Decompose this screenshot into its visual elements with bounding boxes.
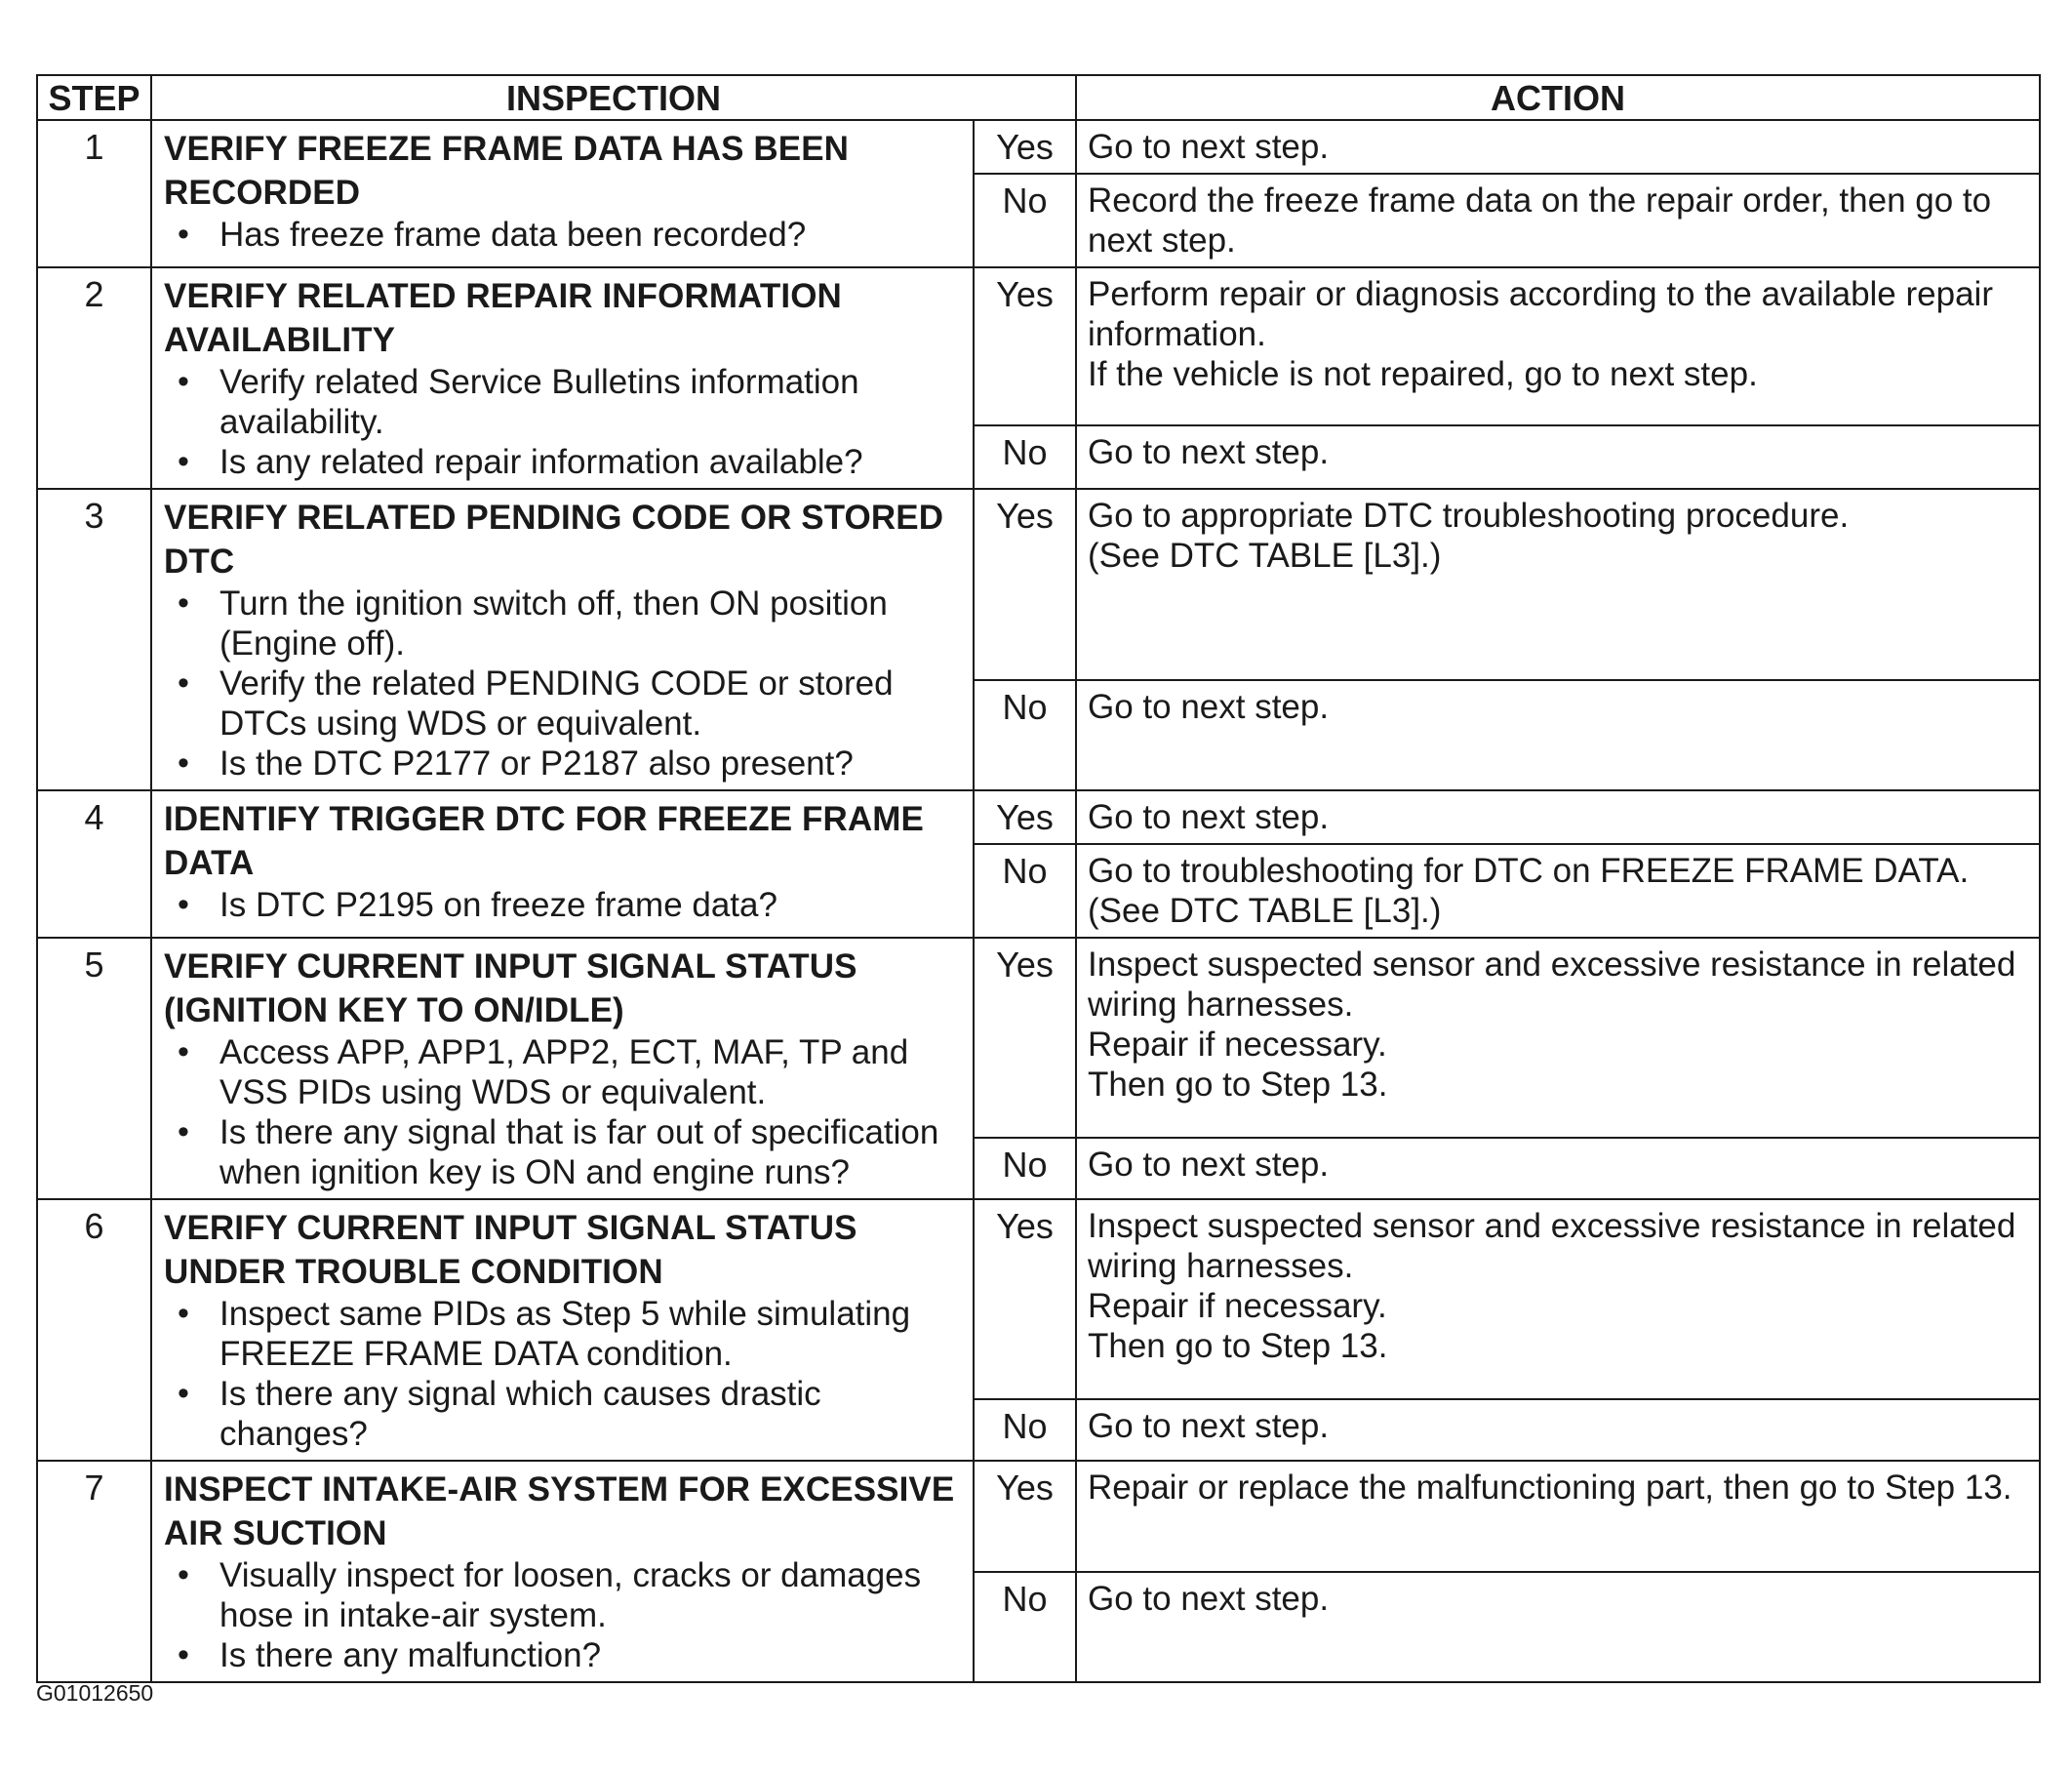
step-number: 1 [37,120,151,267]
yes-label: Yes [974,1461,1076,1572]
yes-label: Yes [974,1199,1076,1399]
diagnostic-procedure-table [36,74,2041,1683]
no-label: No [974,680,1076,790]
inspection-cell [151,120,974,267]
inspection-bullet: • Is there any signal which causes drastic changes? [164,1374,961,1454]
step-number: 5 [37,938,151,1199]
action-line: Repair if necessary. [1088,1026,1387,1064]
action-line: Go to next step. [1088,1406,1330,1445]
yes-action [1076,120,2040,174]
no-action [1076,844,2040,938]
inspection-bullet: • Is the DTC P2177 or P2187 also present? [164,744,961,784]
no-action [1076,1138,2040,1199]
inspection-bullets [164,362,961,482]
no-action [1076,425,2040,489]
inspection-cell [151,1199,974,1461]
action-line: Go to next step. [1088,798,1330,836]
inspection-title: VERIFY RELATED PENDING CODE OR STORED DTC [164,499,944,581]
no-action [1076,1399,2040,1461]
action-line: Go to next step. [1088,1579,1330,1618]
inspection-title: VERIFY FREEZE FRAME DATA HAS BEEN RECORDED [164,130,850,212]
action-line: Then go to Step 13. [1088,1327,1388,1365]
action-line: Inspect suspected sensor and excessive resistance in related wiring harnesses. [1088,1207,2016,1285]
no-label: No [974,1138,1076,1199]
yes-action [1076,790,2040,844]
header-inspection: INSPECTION [151,75,1076,120]
yes-action [1076,489,2040,680]
inspection-bullets [164,885,961,925]
action-line: Go to next step. [1088,1145,1330,1184]
header-row [37,75,2040,120]
no-label: No [974,1399,1076,1461]
step-number: 7 [37,1461,151,1682]
table-row [37,489,2040,680]
inspection-bullet: • Is there any signal that is far out of specification when ignition key is ON and engine runs? [164,1112,961,1192]
yes-label: Yes [974,489,1076,680]
step-number: 4 [37,790,151,938]
table-row [37,1461,2040,1572]
no-label: No [974,844,1076,938]
action-line: Go to next step. [1088,432,1330,471]
action-line: Record the freeze frame data on the repair order, then go to next step. [1088,181,1992,260]
inspection-title: VERIFY CURRENT INPUT SIGNAL STATUS (IGNITION KEY TO ON/IDLE) [164,947,857,1029]
action-line: Repair or replace the malfunctioning part, then go to Step 13. [1088,1468,2012,1507]
inspection-bullet: • Inspect same PIDs as Step 5 while simulating FREEZE FRAME DATA condition. [164,1294,961,1374]
action-line: Perform repair or diagnosis according to the available repair information. [1088,275,1993,353]
action-line: Go to troubleshooting for DTC on FREEZE FRAME DATA. [1088,852,1970,890]
table-row [37,267,2040,425]
step-number: 2 [37,267,151,489]
inspection-bullets [164,1555,961,1675]
action-line: Inspect suspected sensor and excessive resistance in related wiring harnesses. [1088,945,2016,1024]
yes-action [1076,267,2040,425]
action-line: If the vehicle is not repaired, go to next step. [1088,355,1758,393]
yes-label: Yes [974,938,1076,1138]
table-row [37,938,2040,1138]
inspection-bullet: • Access APP, APP1, APP2, ECT, MAF, TP and VSS PIDs using WDS or equivalent. [164,1032,961,1112]
table-header [37,75,2040,120]
inspection-title: VERIFY CURRENT INPUT SIGNAL STATUS UNDER TROUBLE CONDITION [164,1209,857,1291]
action-line: (See DTC TABLE [L3].) [1088,537,1442,575]
action-line: Go to next step. [1088,688,1330,727]
inspection-title: INSPECT INTAKE-AIR SYSTEM FOR EXCESSIVE AIR SUCTION [164,1470,955,1552]
table-body [37,120,2040,1682]
no-label: No [974,1572,1076,1683]
inspection-title: VERIFY RELATED REPAIR INFORMATION AVAILABILITY [164,277,842,359]
inspection-bullet: • Verify related Service Bulletins information availability. [164,362,961,442]
table-row [37,790,2040,844]
no-label: No [974,174,1076,267]
no-action [1076,680,2040,790]
yes-action [1076,1199,2040,1399]
inspection-bullets [164,583,961,784]
step-number: 3 [37,489,151,790]
yes-label: Yes [974,267,1076,425]
no-action [1076,1572,2040,1683]
table-row [37,120,2040,174]
inspection-bullet: • Turn the ignition switch off, then ON position (Engine off). [164,583,961,664]
inspection-bullet: • Verify the related PENDING CODE or stored DTCs using WDS or equivalent. [164,664,961,744]
inspection-bullet: • Is there any malfunction? [164,1635,961,1675]
action-line: Repair if necessary. [1088,1287,1387,1325]
yes-action [1076,1461,2040,1572]
inspection-bullet: • Is DTC P2195 on freeze frame data? [164,885,961,925]
yes-label: Yes [974,790,1076,844]
no-action [1076,174,2040,267]
header-action: ACTION [1076,75,2040,120]
action-line: (See DTC TABLE [L3].) [1088,892,1442,930]
inspection-bullets [164,1032,961,1192]
inspection-cell [151,938,974,1199]
yes-label: Yes [974,120,1076,174]
inspection-cell [151,790,974,938]
table-row [37,1199,2040,1399]
inspection-cell [151,489,974,790]
inspection-title: IDENTIFY TRIGGER DTC FOR FREEZE FRAME DATA [164,800,924,882]
step-number: 6 [37,1199,151,1461]
inspection-bullet: • Has freeze frame data been recorded? [164,215,961,255]
inspection-cell [151,267,974,489]
action-line: Go to next step. [1088,128,1330,166]
action-line: Go to appropriate DTC troubleshooting procedure. [1088,497,1850,535]
figure-id: G01012650 [36,1680,154,1706]
inspection-cell [151,1461,974,1682]
inspection-bullet: • Visually inspect for loosen, cracks or damages hose in intake-air system. [164,1555,961,1635]
no-label: No [974,425,1076,489]
inspection-bullet: • Is any related repair information available? [164,442,961,482]
action-line: Then go to Step 13. [1088,1066,1388,1104]
inspection-bullets [164,215,961,255]
inspection-bullets [164,1294,961,1454]
header-step: STEP [37,75,151,120]
yes-action [1076,938,2040,1138]
